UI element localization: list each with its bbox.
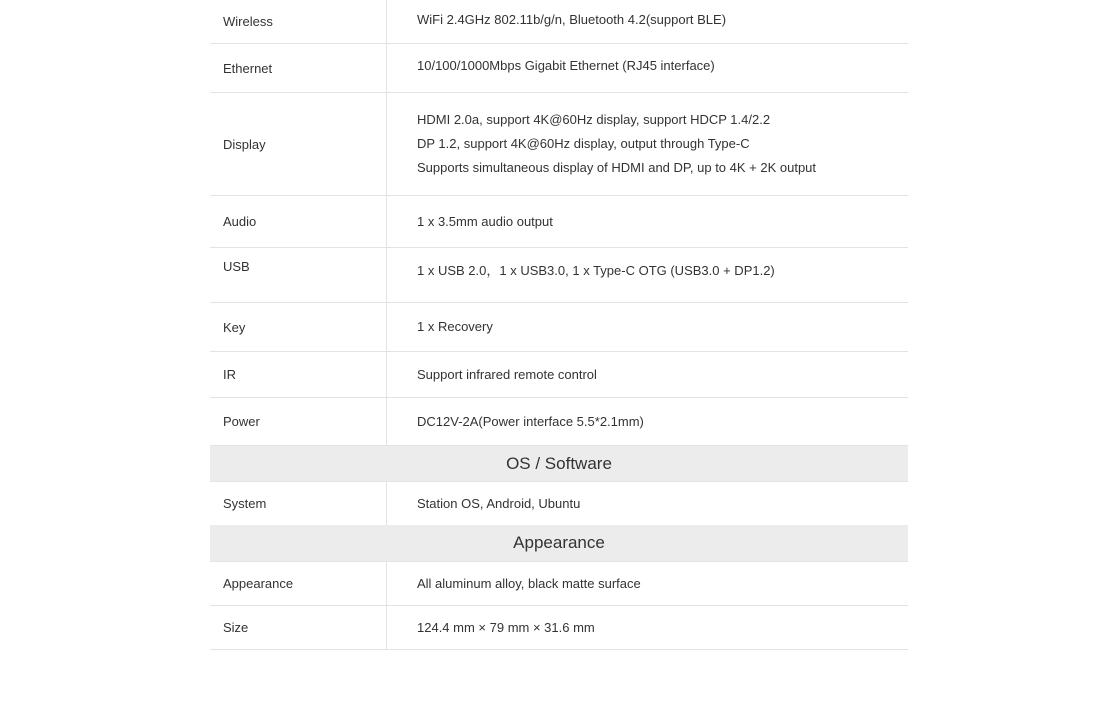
spec-value (387, 248, 908, 302)
spec-label: Power (210, 398, 387, 445)
spec-value-line: HDMI 2.0a, support 4K@60Hz display, support HDCP 1.4/2.2 (417, 112, 771, 127)
spec-value-text: WiFi 2.4GHz 802.11b/g/n, Bluetooth 4.2(support BLE) (417, 12, 727, 27)
spec-row-appearance (210, 562, 908, 606)
spec-label: USB (210, 248, 387, 302)
spec-value-text: 1 x Recovery (417, 319, 493, 334)
spec-row-audio (210, 196, 908, 248)
spec-value-line: DP 1.2, support 4K@60Hz display, output through Type-C (417, 136, 750, 151)
spec-value (387, 0, 908, 43)
spec-label: System (210, 482, 387, 525)
spec-value-text: 1 x 3.5mm audio output (417, 213, 553, 229)
spec-label: Appearance (210, 562, 387, 605)
spec-row-ethernet (210, 44, 908, 93)
spec-value (387, 398, 908, 445)
spec-value-text: 124.4 mm × 79 mm × 31.6 mm (417, 619, 595, 635)
spec-value-text: Station OS, Android, Ubuntu (417, 495, 581, 511)
spec-value (387, 44, 908, 92)
spec-row-display (210, 93, 908, 196)
spec-label: Wireless (210, 0, 387, 43)
spec-value-text: 10/100/1000Mbps Gigabit Ethernet (RJ45 interface) (417, 58, 715, 73)
spec-value-text: DC12V-2A(Power interface 5.5*2.1mm) (417, 413, 644, 429)
spec-row-power (210, 398, 908, 446)
spec-row-key (210, 303, 908, 352)
spec-label: Display (210, 93, 387, 195)
spec-value-text: Support infrared remote control (417, 366, 597, 382)
spec-table (210, 0, 908, 650)
spec-label: Key (210, 303, 387, 351)
section-header-appearance: Appearance (210, 525, 908, 562)
spec-row-system (210, 482, 908, 525)
spec-row-wireless (210, 0, 908, 44)
spec-row-size (210, 606, 908, 650)
spec-value-line: Supports simultaneous display of HDMI and DP, up to 4K + 2K output (417, 160, 817, 175)
spec-row-ir (210, 352, 908, 398)
spec-label: IR (210, 352, 387, 397)
spec-label: Ethernet (210, 44, 387, 92)
spec-value-text: 1 x USB 2.0，1 x USB3.0, 1 x Type-C OTG (USB3.0 + DP1.2) (417, 263, 775, 278)
spec-value (387, 562, 908, 605)
spec-value-text: All aluminum alloy, black matte surface (417, 575, 641, 591)
spec-value (387, 196, 908, 247)
section-header-os: OS / Software (210, 446, 908, 482)
spec-value (387, 482, 908, 525)
spec-label: Audio (210, 196, 387, 247)
spec-label: Size (210, 606, 387, 649)
spec-value (387, 352, 908, 397)
spec-value (387, 93, 908, 195)
spec-row-usb (210, 248, 908, 303)
spec-value (387, 606, 908, 649)
spec-value (387, 303, 908, 351)
